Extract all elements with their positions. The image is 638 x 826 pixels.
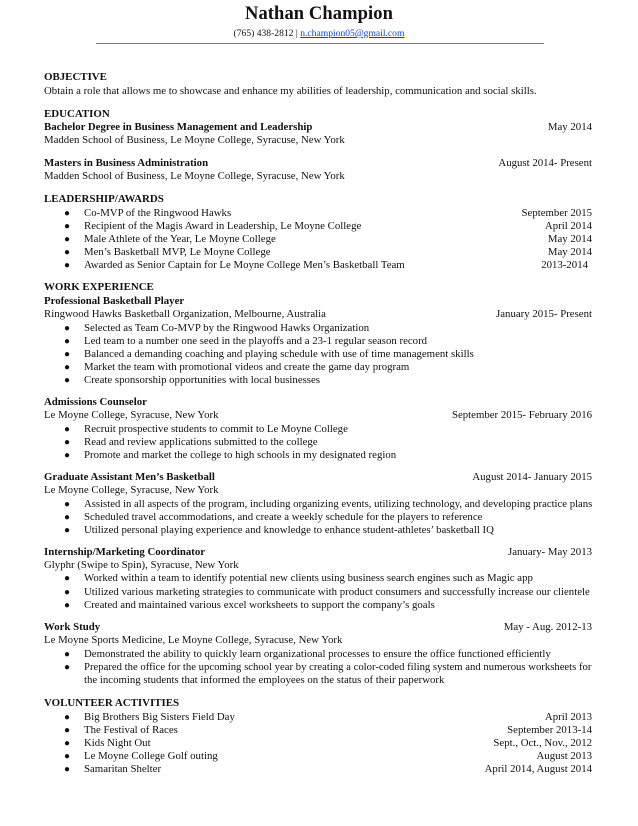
section-title-leadership: LEADERSHIP/AWARDS (44, 193, 164, 205)
job-bullet-continuation: the incoming students that informed the employees on the status of their paperwork (84, 674, 445, 686)
job-bullet: ● Utilized personal playing experience and knowledge to enhance student-athletes’ basketball IQ (64, 524, 494, 536)
job-bullet: ● Led team to a number one seed in the playoffs and a 23-1 regular season record (64, 335, 428, 347)
job-bullet: ● Read and review applications submitted to the college (64, 436, 318, 448)
section-title-volunteer: VOLUNTEER ACTIVITIES (44, 697, 180, 709)
objective-text: Obtain a role that allows me to showcase and enhance my abilities of leadership, communication and social skills. (44, 85, 537, 97)
job-org: Ringwood Hawks Basketball Organization, Melbourne, Australia January 2015- Present (44, 308, 592, 320)
education-degree: Bachelor Degree in Business Management and Leadership May 2014 (44, 121, 592, 133)
candidate-name: Nathan Champion (244, 4, 393, 24)
section-title-work: WORK EXPERIENCE (44, 281, 154, 293)
job-title: Work Study May - Aug. 2012-13 (44, 621, 592, 633)
job-bullet: ● Worked within a team to identify potential new clients using business search engines such as Magic app (64, 572, 533, 584)
contact-line (0, 28, 638, 39)
phone-number: (765) 438-2812 | (233, 28, 298, 39)
job-org: Le Moyne College, Syracuse, New York (44, 484, 219, 496)
job-bullet: ● Selected as Team Co-MVP by the Ringwood Hawks Organization (64, 322, 370, 334)
leadership-item: ● Recipient of the Magis Award in Leadership, Le Moyne College April 2014 (64, 220, 592, 232)
section-title-education: EDUCATION (44, 108, 110, 120)
job-org: Le Moyne College, Syracuse, New York September 2015- February 2016 (44, 409, 592, 421)
job-bullet: ● Market the team with promotional videos and create the game day program (64, 361, 410, 373)
job-bullet: ● Prepared the office for the upcoming school year by creating a color-coded filing system and numerous worksheets for (64, 661, 592, 673)
job-date: August 2014- January 2015 (472, 471, 592, 483)
job-bullet: ● Scheduled travel accommodations, and create a weekly schedule for the players to reference (64, 511, 483, 523)
volunteer-item: ● Le Moyne College Golf outing August 2013 (64, 750, 592, 762)
job-bullet: ● Recruit prospective students to commit to Le Moyne College (64, 423, 348, 435)
volunteer-item: ● Big Brothers Big Sisters Field Day April 2013 (64, 711, 592, 723)
job-title: Graduate Assistant Men’s Basketball August 2014- January 2015 (44, 471, 592, 483)
job-bullet: ● Demonstrated the ability to quickly learn organizational processes to ensure the office functioned efficiently (64, 648, 551, 660)
section-title-objective: OBJECTIVE (44, 71, 107, 83)
leadership-item: ● Co-MVP of the Ringwood Hawks September 2015 (64, 207, 592, 219)
education-school: Madden School of Business, Le Moyne College, Syracuse, New York (44, 134, 345, 146)
volunteer-item: ● Samaritan Shelter April 2014, August 2014 (64, 763, 592, 775)
leadership-item: ● Awarded as Senior Captain for Le Moyne College Men’s Basketball Team 2013-2014 (64, 259, 588, 271)
header-divider (96, 43, 544, 44)
email-link[interactable]: n.champion05@gmail.com (300, 28, 405, 39)
job-bullet: ● Balanced a demanding coaching and playing schedule with use of time management skills (64, 348, 474, 360)
job-bullet: ● Assisted in all aspects of the program, including organizing events, utilizing technology, and developing practice plans (64, 498, 593, 510)
job-date: January- May 2013 (508, 546, 592, 558)
job-bullet: ● Utilized various marketing strategies to communicate with product consumers and successfully increase our clientele (64, 586, 590, 598)
education-date: May 2014 (547, 121, 592, 133)
job-bullet: ● Created and maintained various excel worksheets to support the company’s goals (64, 599, 435, 611)
leadership-item: ● Men’s Basketball MVP, Le Moyne College May 2014 (64, 246, 592, 258)
job-org: Le Moyne Sports Medicine, Le Moyne College, Syracuse, New York (44, 634, 343, 646)
job-title: Internship/Marketing Coordinator January- May 2013 (44, 546, 592, 558)
job-org: Glyphr (Swipe to Spin), Syracuse, New York (44, 559, 239, 571)
job-date: May - Aug. 2012-13 (503, 621, 592, 633)
job-bullet: ● Promote and market the college to high schools in my designated region (64, 449, 397, 461)
job-title: Professional Basketball Player (44, 295, 185, 307)
volunteer-item: ● The Festival of Races September 2013-14 (64, 724, 592, 736)
job-title: Admissions Counselor (44, 396, 147, 408)
education-school: Madden School of Business, Le Moyne College, Syracuse, New York (44, 170, 345, 182)
volunteer-item: ● Kids Night Out Sept., Oct., Nov., 2012 (64, 737, 592, 749)
leadership-item: ● Male Athlete of the Year, Le Moyne College May 2014 (64, 233, 592, 245)
job-bullet: ● Create sponsorship opportunities with local businesses (64, 374, 321, 386)
education-date: August 2014- Present (498, 157, 592, 169)
education-degree: Masters in Business Administration August 2014- Present (44, 157, 592, 169)
job-date: January 2015- Present (496, 308, 592, 320)
job-date: September 2015- February 2016 (451, 409, 592, 421)
